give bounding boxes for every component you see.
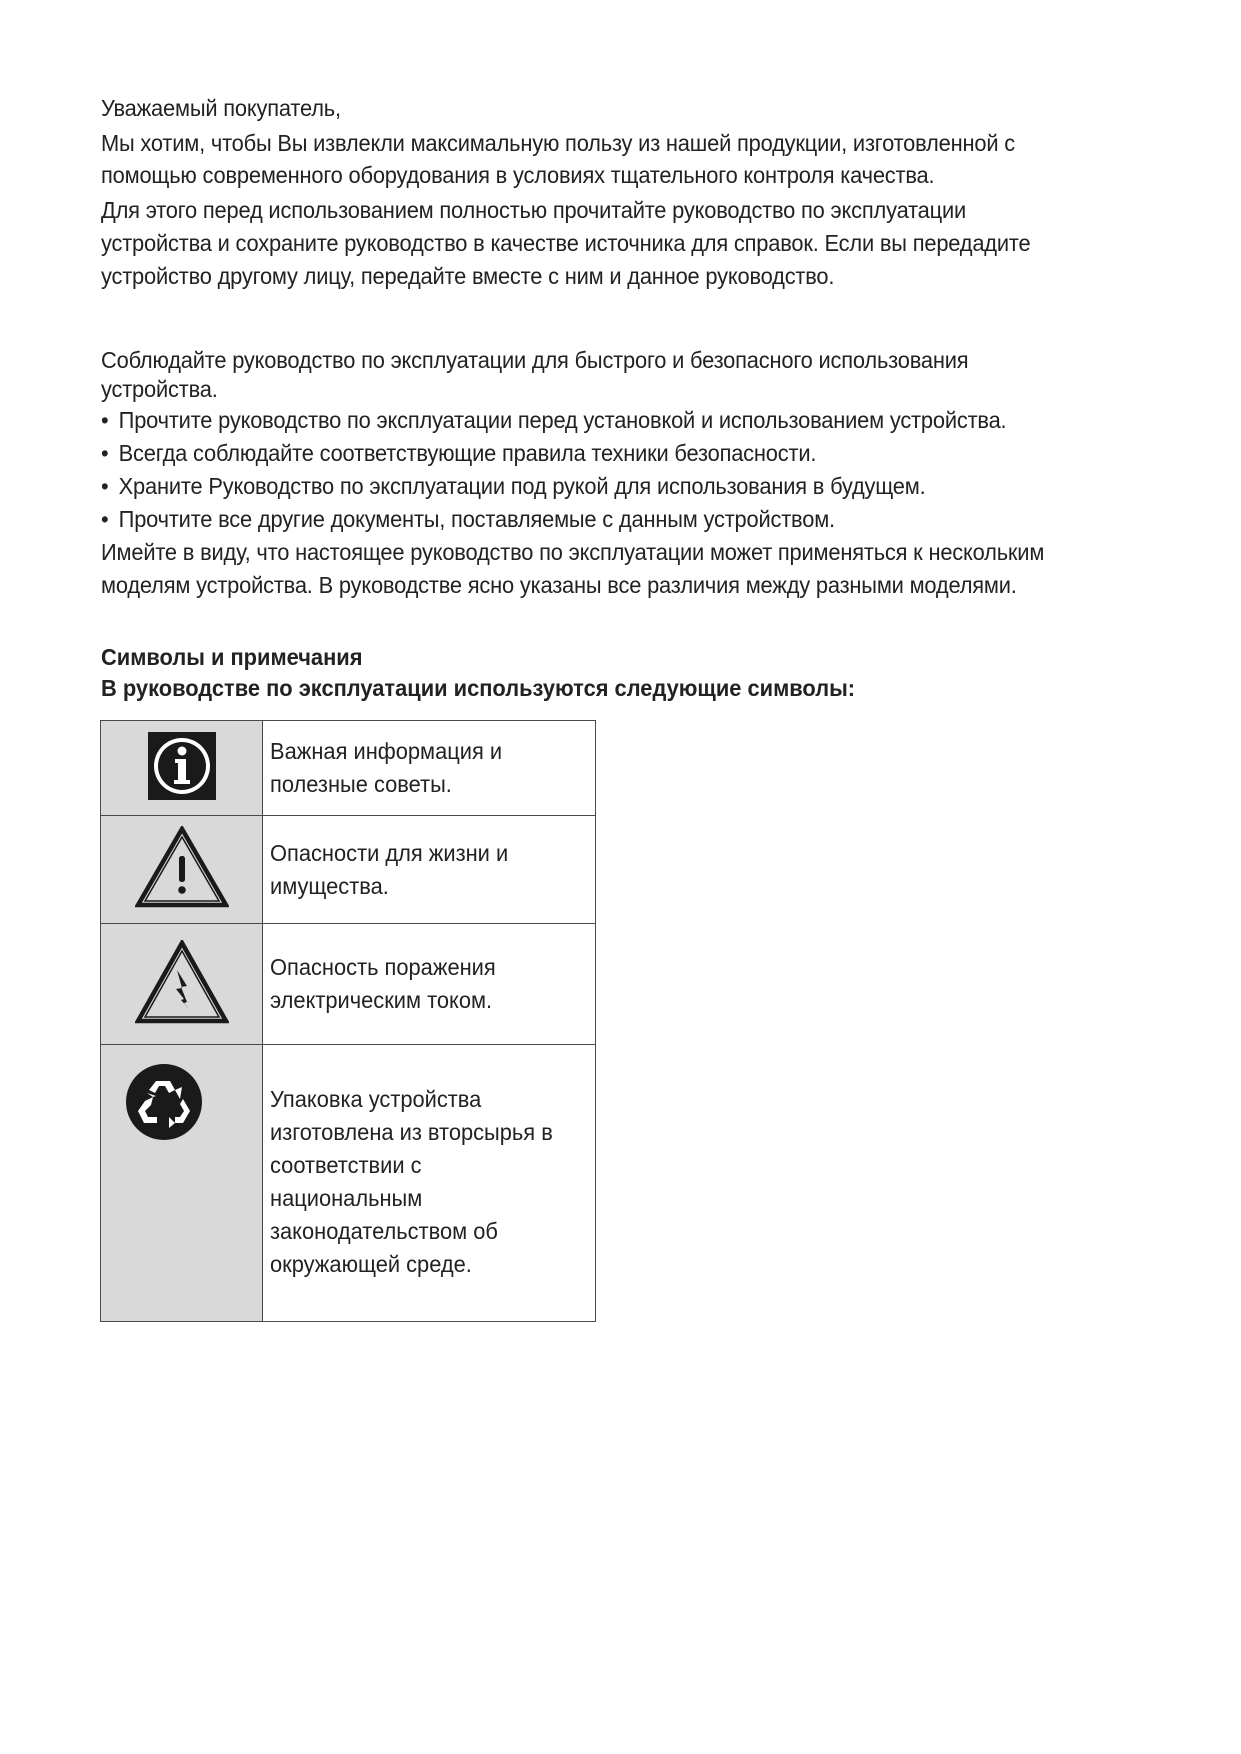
models-note-line-2: моделям устройства. В руководстве ясно указаны все различия между разными моделями. [101, 572, 1017, 598]
bullet-text: Всегда соблюдайте соответствующие правила техники безопасности. [118, 440, 817, 466]
table-row [101, 1045, 596, 1322]
warning-icon [135, 826, 229, 913]
bullet-text: Храните Руководство по эксплуатации под рукой для использования в будущем. [118, 473, 926, 499]
list-item [101, 503, 1068, 536]
symbol-icon-cell [101, 721, 263, 816]
symbol-icon-cell [101, 816, 263, 924]
symbols-subheading: В руководстве по эксплуатации используются следующие символы: [101, 675, 856, 701]
guidance-lead-line-1: Соблюдайте руководство по эксплуатации для быстрого и безопасного использования [101, 347, 969, 373]
list-item [101, 404, 1068, 437]
symbol-description-text: Опасности для жизни и имущества. [270, 839, 509, 899]
symbol-description [263, 1045, 596, 1322]
symbol-description-text: Опасность поражения электрическим током. [270, 954, 496, 1013]
table-row [101, 816, 596, 924]
symbol-icon-cell [101, 1045, 263, 1322]
info-icon [148, 732, 216, 805]
symbol-description-text: Упаковка устройства изготовлена из вторсырья в соответствии с национальным законодательством об окружающей среде. [270, 1086, 553, 1277]
bullet-text: Прочтите руководство по эксплуатации перед установкой и использованием устройства. [118, 407, 1007, 433]
table-row [101, 721, 596, 816]
models-note-line-1: Имейте в виду, что настоящее руководство по эксплуатации может применяться к нескольким [101, 539, 1045, 565]
intro-paragraph-2-line-1: Для этого перед использованием полностью прочитайте руководство по эксплуатации [101, 197, 967, 223]
intro-paragraph-2-line-3: устройство другому лицу, передайте вместе с ним и данное руководство. [101, 263, 835, 289]
symbol-description [263, 816, 596, 924]
intro-paragraph-2-line-2: устройства и сохраните руководство в качестве источника для справок. Если вы передадите [101, 230, 1031, 256]
symbol-description [263, 721, 596, 816]
guidance-lead-line-2: устройства. [101, 376, 218, 402]
greeting: Уважаемый покупатель, [101, 95, 341, 121]
guidance-bullet-list [101, 404, 1141, 536]
bullet-icon: • [101, 473, 109, 499]
intro-paragraph-1-line-2: помощью современного оборудования в условиях тщательного контроля качества. [101, 162, 935, 188]
recycle-icon [125, 1063, 203, 1146]
electric-shock-icon [135, 940, 229, 1029]
document-body [101, 92, 1141, 704]
list-item [101, 437, 1068, 470]
symbols-heading: Символы и примечания [101, 644, 363, 670]
table-row [101, 924, 596, 1045]
intro-paragraph-1-line-1: Мы хотим, чтобы Вы извлекли максимальную пользу из нашей продукции, изготовленной с [101, 130, 1015, 156]
bullet-text: Прочтите все другие документы, поставляемые с данным устройством. [118, 506, 835, 532]
bullet-icon: • [101, 407, 109, 433]
list-item [101, 470, 1068, 503]
bullet-icon: • [101, 506, 109, 532]
symbol-icon-cell [101, 924, 263, 1045]
bullet-icon: • [101, 440, 109, 466]
symbol-description [263, 924, 596, 1045]
symbol-description-text: Важная информация и полезные советы. [270, 738, 503, 797]
symbols-table [100, 720, 596, 1322]
